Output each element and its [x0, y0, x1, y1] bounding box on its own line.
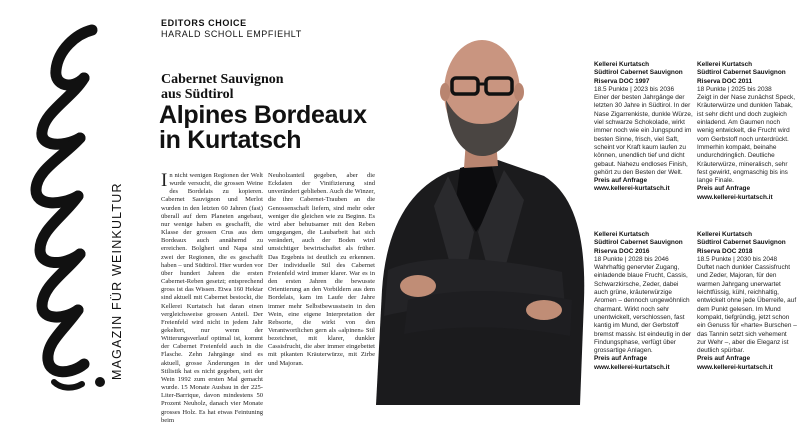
wine-name-line-2: Riserva DOC 2018: [697, 247, 753, 255]
wine-price: Preis auf Anfrage: [594, 177, 648, 185]
wine-producer: Kellerei Kurtatsch: [697, 231, 753, 238]
wine-producer: Kellerei Kurtatsch: [594, 61, 650, 68]
wine-price: Preis auf Anfrage: [594, 355, 648, 363]
wine-review-1997: [594, 61, 694, 194]
wine-review-2018: [697, 231, 797, 372]
body-text-1: n nicht wenigen Regionen der Welt wurde versucht, die grossen Weine des Bordelais zu kopieren. Cabernet Sauvignon und Merlot wurden in den letzten 60 Jahren (fast) überall auf dem Planeten angebaut, nur wenige haben es geschafft, die Klasse der grossen Crus aus dem Bordeaux auch annähernd zu erreichen. Bolgheri und Napa sind zwei der Regionen, die es geschafft haben – und Südtirol. Hier wurden vor über hundert Jahren die ersten Cabernet-Reben gesetzt; entsprechend gross ist das Wissen. Etwa 160 Hektar sind aktuell mit Cabernet bestockt, die Kellerei Kurtatsch hat daran einen vergleichsweise grossen Anteil. Der Freienfeld wird nicht in jedem Jahr gekeltert, nur wenn der Witterungsverlauf optimal ist, kommt der Cabernet Freienfeld auch in die Flasche. Zehn Jahrgänge sind es aktuell, grosse Änderungen in der Stilistik hat es nicht gegeben, seit der Wein 1992 zum ersten Mal gemacht wurde. 15 Monate Ausbau in der 225-Liter-Barrique, davon mindestens 50 Prozent Neuholz, danach vier Monate grosses Holz. Es hat etwas Feintuning beim: [161, 172, 263, 424]
title-line-1: Alpines Bordeaux: [159, 101, 367, 129]
magazine-masthead: [0, 0, 150, 405]
wine-name-line-1: Südtirol Cabernet Sauvignon: [697, 239, 786, 247]
subtitle-line-1: Cabernet Sauvignon: [161, 72, 284, 87]
wine-name-line-2: Riserva DOC 2011: [697, 77, 753, 85]
drop-cap: I: [161, 170, 168, 191]
section-kicker: [161, 18, 302, 40]
wine-scores: 18 Punkte | 2028 bis 2046: [594, 255, 669, 263]
wine-name-line-2: Riserva DOC 2016: [594, 247, 650, 255]
wine-note: Duftet nach dunkler Cassisfrucht und Zeder, Majoran, für den warmen Jahrgang unerwartet leichtfüssig, kühl, reichhaltig, entwickelt ohne jede Überreife, auf dem Punkt gelesen. Im Mund kompakt, tiefgründig, jetzt schon ein Genuss für «harte» Burschen – das Tannin setzt sich vehement zur Wehr –, aber die Eleganz ist deutlich spürbar.: [697, 264, 797, 355]
wine-name-line-1: Südtirol Cabernet Sauvignon: [594, 69, 683, 77]
wine-scores: 18.5 Punkte | 2023 bis 2036: [594, 85, 675, 93]
wine-note: Wahrhaftig genervter Zugang, einladende blaue Frucht, Cassis, Schwarzkirsche, Zeder, dabei auch grüne, kräuterwürzige Aromen – dennoch ungewöhnlich charmant. Wirkt noch sehr unentwickelt, verschlossen, fast kantig im Mund, der Gerbstoff bremst massiv. Ist eindeutig in der Findungsphase, verfügt über grossartige Anlagen.: [594, 264, 692, 355]
wine-review-2016: [594, 231, 694, 372]
wine-name-line-2: Riserva DOC 1997: [594, 77, 650, 85]
wine-producer: Kellerei Kurtatsch: [697, 61, 753, 68]
wine-website-link[interactable]: www.kellerei-kurtatsch.it: [594, 363, 670, 371]
wine-website-link[interactable]: www.kellerei-kurtatsch.it: [697, 363, 773, 371]
vinum-logo: [14, 20, 114, 395]
wine-price: Preis auf Anfrage: [697, 185, 751, 193]
title-line-2: in Kurtatsch: [159, 126, 302, 154]
wine-review-2011: [697, 61, 797, 202]
kicker-author: HARALD SCHOLL EMPFIEHLT: [161, 29, 302, 39]
magazine-tagline: MAGAZIN FÜR WEINKULTUR: [110, 182, 124, 380]
article-body-column-1: [161, 172, 263, 425]
wine-price: Preis auf Anfrage: [697, 355, 751, 363]
body-text-2: Neuholzanteil gegeben, aber die Eckdaten der Vinifizierung sind unverändert geblieben. Auch die Winzer, die ihre Cabernet-Trauben an die Genossenschaft liefern, sind mehr oder weniger die gleichen wie zu Beginn. Es wird aber behutsamer mit den Reben umgegangen, die Laubarbeit hat sich verändert, auch der Boden wird umsichtiger bewirtschaftet als früher. Das Ergebnis ist deutlich zu erkennen. Der individuelle Stil des Cabernet Freienfeld wird immer klarer. War es in den ersten Jahren die bewusste Orientierung an den Vorbildern aus dem Bordelais, kam im Laufe der Jahre immer mehr Selbstbewusstsein in den Wein, eine eigene Interpretation der Rebsorte, die wirkt von den Verantwortlichen gern als «alpinen» Stil bezeichnet, mit klarer, dunkler Cassisfrucht, die aber immer eingebettet mit pikanten Kräuterwürze, mit Zirbe und Majoran.: [268, 172, 375, 367]
wine-note: Einer der besten Jahrgänge der letzten 30 Jahre in Südtirol. In der Nase Zigarrenkiste, dunkle Würze, viel schwarze Schokolade, wirkt immer noch wie ein Jungspund im besten Sinne, frisch, viel Saft, scheint vor Kraft kaum laufen zu können, unendlich tief und dicht gebaut. Nahezu endloses Finish, gehört zu den Besten der Welt.: [594, 94, 693, 176]
wine-scores: 18 Punkte | 2025 bis 2038: [697, 85, 772, 93]
author-portrait-photo: [348, 0, 598, 405]
wine-website-link[interactable]: www.kellerei-kurtatsch.it: [594, 185, 670, 193]
wine-note: Zeigt in der Nase zunächst Speck, Kräuterwürze und dunklen Tabak, ist sehr dicht und doch zugleich einladend. Am Gaumen noch wenig entwickelt, die Frucht wird vom Gerbstoff noch unterdrückt. Immerhin kompakt, beinahe undurchdringlich. Deutliche Kräuterwürze, mineralisch, sehr fest gewirkt, engmaschig bis ins lange Finale.: [697, 94, 796, 185]
kicker-title: EDITORS CHOICE: [161, 18, 247, 28]
wine-name-line-1: Südtirol Cabernet Sauvignon: [594, 239, 683, 247]
wine-producer: Kellerei Kurtatsch: [594, 231, 650, 238]
wine-website-link[interactable]: www.kellerei-kurtatsch.it: [697, 193, 773, 201]
wine-scores: 18.5 Punkte | 2030 bis 2048: [697, 255, 778, 263]
subtitle-line-2: aus Südtirol: [161, 87, 234, 102]
wine-name-line-1: Südtirol Cabernet Sauvignon: [697, 69, 786, 77]
